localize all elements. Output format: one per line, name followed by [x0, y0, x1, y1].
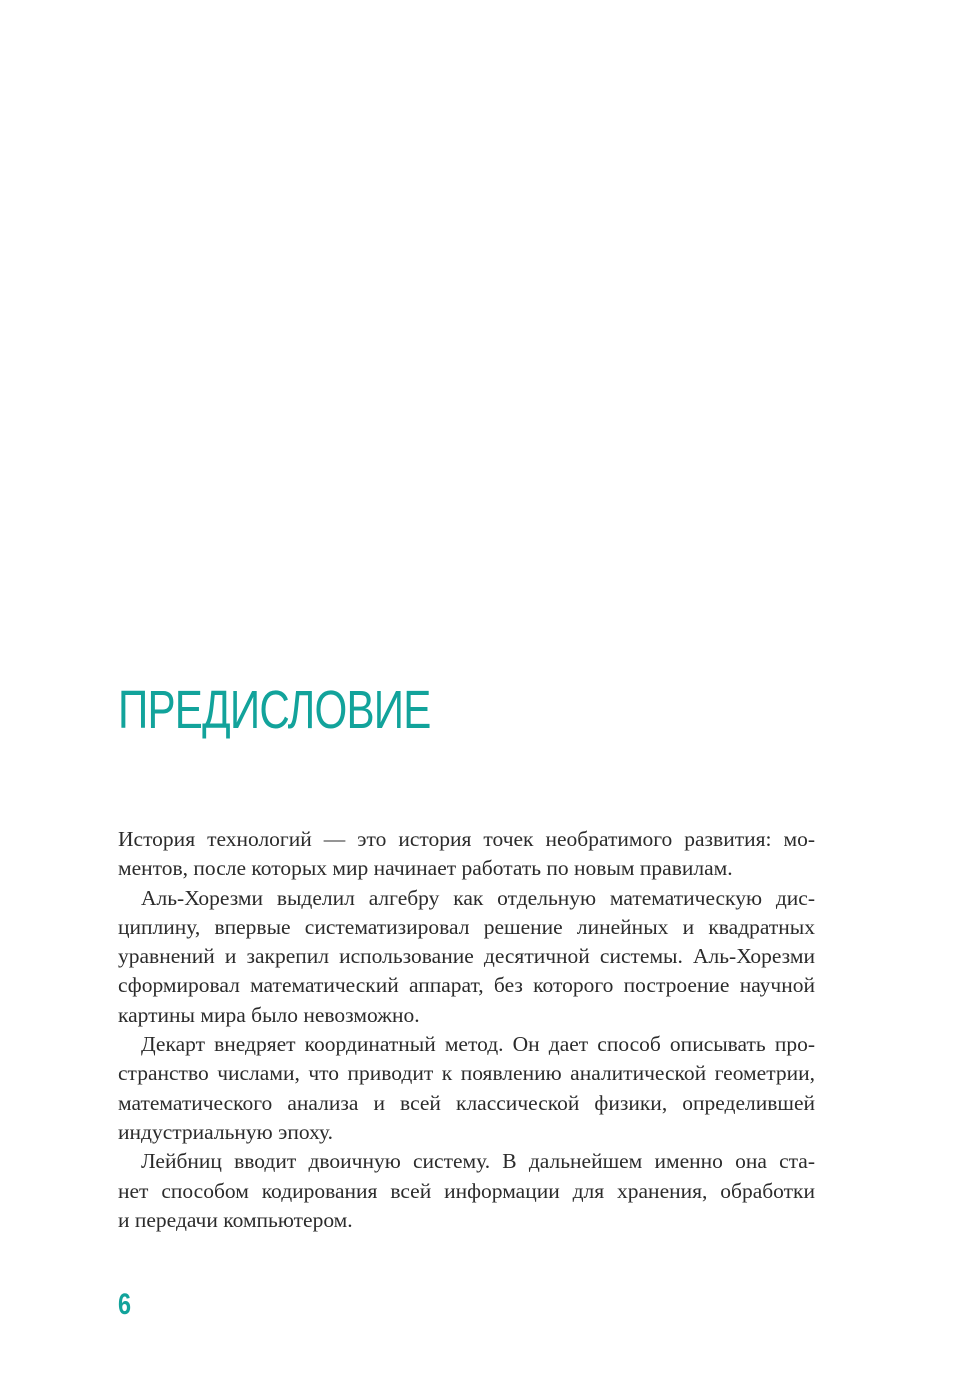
text-line: математического анализа и всей классической физики, определившей	[118, 1090, 815, 1115]
chapter-title: ПРЕДИСЛОВИЕ	[118, 680, 431, 740]
text-line: История технологий — это история точек необратимого развития: мо-	[118, 827, 815, 851]
paragraph-2	[118, 884, 815, 1030]
text-line: Аль-Хорезми выделил алгебру как отдельную математическую дис-	[141, 885, 815, 910]
text-line: нет способом кодирования всей информации для хранения, обработки	[118, 1178, 815, 1203]
page-number: 6	[118, 1288, 132, 1321]
text-line: ментов, после которых мир начинает работать по новым правилам.	[118, 856, 733, 881]
text-line: уравнений и закрепил использование десятичной системы. Аль-Хорезми	[118, 944, 815, 969]
text-line: Лейбниц вводит двоичную систему. В дальнейшем именно она ста-	[141, 1149, 815, 1174]
paragraph-1	[118, 825, 815, 884]
text-line: картины мира было невозможно.	[118, 1002, 420, 1027]
paragraph-4	[118, 1147, 815, 1235]
text-line: сформировал математический аппарат, без которого построение научной	[118, 973, 815, 998]
text-line: индустриальную эпоху.	[118, 1119, 333, 1144]
paragraph-3	[118, 1030, 815, 1147]
text-line: и передачи компьютером.	[118, 1207, 353, 1232]
body-text	[118, 825, 815, 1235]
text-line: странство числами, что приводит к появлению аналитической геометрии,	[118, 1061, 815, 1086]
text-line: циплину, впервые систематизировал решение линейных и квадратных	[118, 914, 815, 939]
text-line: Декарт внедряет координатный метод. Он дает способ описывать про-	[141, 1032, 815, 1057]
